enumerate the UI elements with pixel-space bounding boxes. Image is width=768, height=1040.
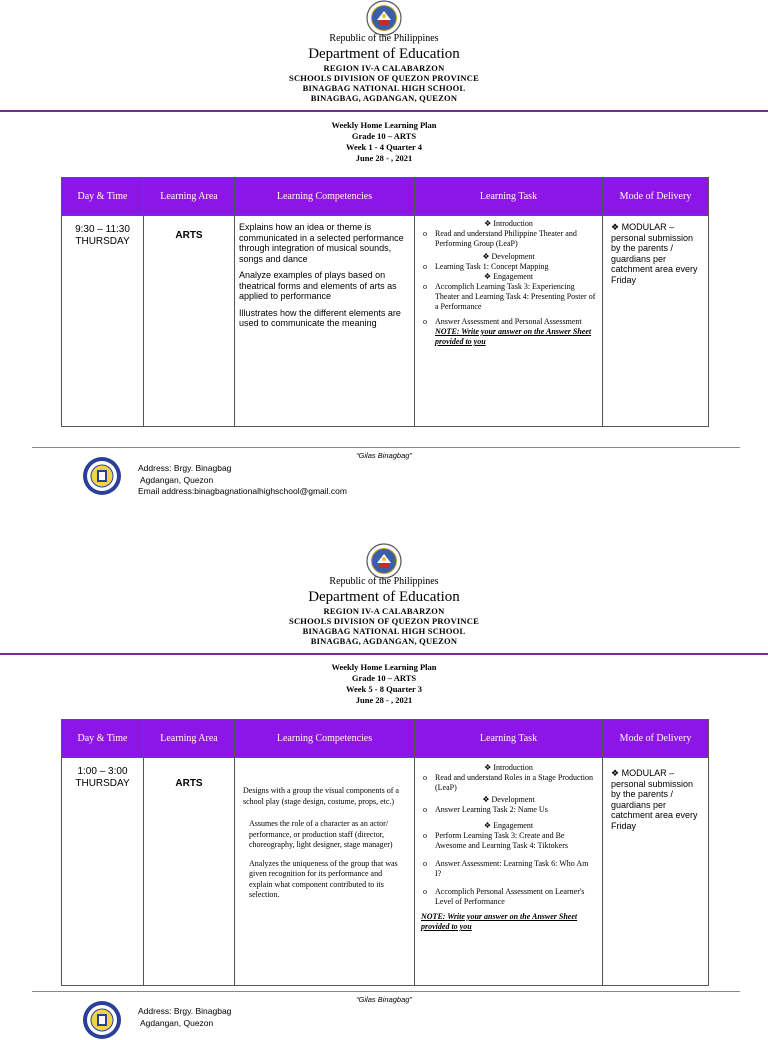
table-header-row	[62, 178, 709, 216]
competency-item: Explains how an idea or theme is communicated in a selected performance through integration of musical sounds, songs and dance	[239, 222, 404, 264]
republic-line: Republic of the Philippines	[329, 576, 439, 587]
plan-grade: Grade 10 – ARTS	[351, 673, 417, 683]
republic-line: Republic of the Philippines	[329, 33, 439, 44]
col-header-task: Learning Task	[415, 720, 603, 758]
task-item: o Answer Assessment and Personal Assessment	[421, 317, 596, 327]
header-divider	[0, 653, 768, 655]
address-line: Address: Brgy. Binagbag	[138, 1006, 232, 1016]
task-heading-engagement: ❖ Engagement	[483, 821, 534, 830]
learning-task-cell	[415, 758, 603, 986]
learning-plan-table	[61, 719, 709, 986]
plan-date: June 28 - , 2021	[355, 153, 413, 163]
time-text: 1:00 – 3:00	[77, 766, 128, 777]
plan-week: Week 1 - 4 Quarter 4	[345, 142, 423, 152]
document-page-2	[0, 543, 768, 1028]
plan-week: Week 5 - 8 Quarter 3	[345, 684, 423, 694]
table-header-row	[62, 720, 709, 758]
table-row	[62, 216, 709, 427]
school-motto: “Gilas Binagbag”	[356, 451, 412, 460]
footer-divider	[32, 447, 740, 448]
mode-text: ❖ MODULAR – personal submission by the parents / guardians per catchment area every Friday	[611, 222, 698, 285]
school-address	[138, 463, 347, 498]
col-header-mode: Mode of Delivery	[603, 178, 709, 216]
mode-cell	[603, 758, 709, 986]
school-motto: “Gilas Binagbag”	[356, 995, 412, 1004]
mode-text: ❖ MODULAR – personal submission by the parents / guardians per catchment area every Friday	[611, 768, 698, 831]
department-title: Department of Education	[308, 589, 460, 605]
header-divider	[0, 110, 768, 112]
area-text: ARTS	[175, 230, 203, 241]
day-time-cell	[62, 216, 144, 427]
col-header-day-time: Day & Time	[62, 178, 144, 216]
competency-item: Analyze examples of plays based on theatrical forms and elements of arts as applied to performance	[239, 270, 397, 301]
col-header-learning-area: Learning Area	[144, 178, 235, 216]
task-item: o Accomplich Learning Task 3: Experiencing Theater and Learning Task 4: Presenting Poster of a Performance	[421, 282, 596, 312]
col-header-mode: Mode of Delivery	[603, 720, 709, 758]
task-item: o Answer Assessment: Learning Task 6: Who Am I?	[421, 859, 596, 879]
task-heading-engagement: ❖ Engagement	[483, 272, 534, 281]
school-address	[138, 1006, 231, 1029]
school-line: BINAGBAG NATIONAL HIGH SCHOOL	[302, 626, 466, 636]
plan-date: June 28 - , 2021	[355, 695, 413, 705]
plan-title: Weekly Home Learning Plan	[331, 662, 437, 672]
division-line: SCHOOLS DIVISION OF QUEZON PROVINCE	[289, 73, 479, 83]
col-header-day-time: Day & Time	[62, 720, 144, 758]
col-header-competencies: Learning Competencies	[235, 720, 415, 758]
region-line: REGION IV-A CALABARZON	[323, 606, 445, 616]
competency-item: Analyzes the uniqueness of the group that was given recognition for its performance and explain what component contributed to its selection.	[249, 858, 398, 899]
plan-grade: Grade 10 – ARTS	[351, 131, 417, 141]
task-heading-development: ❖ Development	[482, 252, 535, 261]
deped-seal-icon	[366, 0, 402, 36]
task-item: o Learning Task 1: Concept Mapping	[421, 262, 596, 272]
task-note: NOTE: Write your answer on the Answer Sheet provided to you	[435, 327, 592, 346]
task-item: o Read and understand Roles in a Stage Production (LeaP)	[421, 773, 596, 793]
day-time-cell	[62, 758, 144, 986]
competencies-cell	[235, 758, 415, 986]
division-line: SCHOOLS DIVISION OF QUEZON PROVINCE	[289, 616, 479, 626]
footer-divider	[32, 991, 740, 992]
school-logo-icon	[82, 456, 122, 496]
day-text: THURSDAY	[75, 236, 130, 247]
location-line: BINAGBAG, AGDANGAN, QUEZON	[310, 636, 458, 646]
competency-item: Assumes the role of a character as an actor/ performance, or production staff (director, choreography, light designer, stage manager)	[249, 819, 393, 849]
task-item: o Accomplich Personal Assessment on Learner's Level of Performance	[421, 887, 596, 907]
learning-plan-table	[61, 177, 709, 427]
plan-title: Weekly Home Learning Plan	[331, 120, 437, 130]
competency-item: Illustrates how the different elements are used to communicate the meaning	[239, 307, 401, 328]
address-line: Address: Brgy. Binagbag	[138, 463, 232, 473]
region-line: REGION IV-A CALABARZON	[323, 63, 445, 73]
task-item: o Read and understand Philippine Theater and Performing Group (LeaP)	[421, 229, 596, 249]
task-heading-introduction: ❖ Introduction	[484, 219, 533, 228]
area-text: ARTS	[175, 778, 203, 789]
col-header-task: Learning Task	[415, 178, 603, 216]
mode-cell	[603, 216, 709, 427]
email-line: Email address:binagbagnationalhighschool@gmail.com	[138, 486, 347, 496]
task-note: NOTE: Write your answer on the Answer Sheet provided to you	[421, 912, 578, 931]
competencies-cell	[235, 216, 415, 427]
table-row	[62, 758, 709, 986]
department-title: Department of Education	[308, 46, 460, 62]
day-text: THURSDAY	[75, 778, 130, 789]
task-item: o Answer Learning Task 2: Name Us	[421, 805, 596, 815]
learning-task-cell	[415, 216, 603, 427]
address-line: Agdangan, Quezon	[140, 474, 214, 485]
address-line: Agdangan, Quezon	[140, 1017, 214, 1028]
competency-item: Designs with a group the visual components of a school play (stage design, costume, props, etc.)	[243, 786, 399, 806]
task-item: o Perform Learning Task 3: Create and Be Awesome and Learning Task 4: Tiktokers	[421, 831, 596, 851]
school-logo-icon	[82, 1000, 122, 1040]
task-heading-introduction: ❖ Introduction	[484, 763, 533, 772]
school-line: BINAGBAG NATIONAL HIGH SCHOOL	[302, 83, 466, 93]
learning-area-cell	[144, 758, 235, 986]
task-heading-development: ❖ Development	[482, 795, 535, 804]
learning-area-cell	[144, 216, 235, 427]
location-line: BINAGBAG, AGDANGAN, QUEZON	[310, 93, 458, 103]
time-text: 9:30 – 11:30	[75, 224, 130, 235]
col-header-learning-area: Learning Area	[144, 720, 235, 758]
deped-seal-icon	[366, 543, 402, 579]
col-header-competencies: Learning Competencies	[235, 178, 415, 216]
